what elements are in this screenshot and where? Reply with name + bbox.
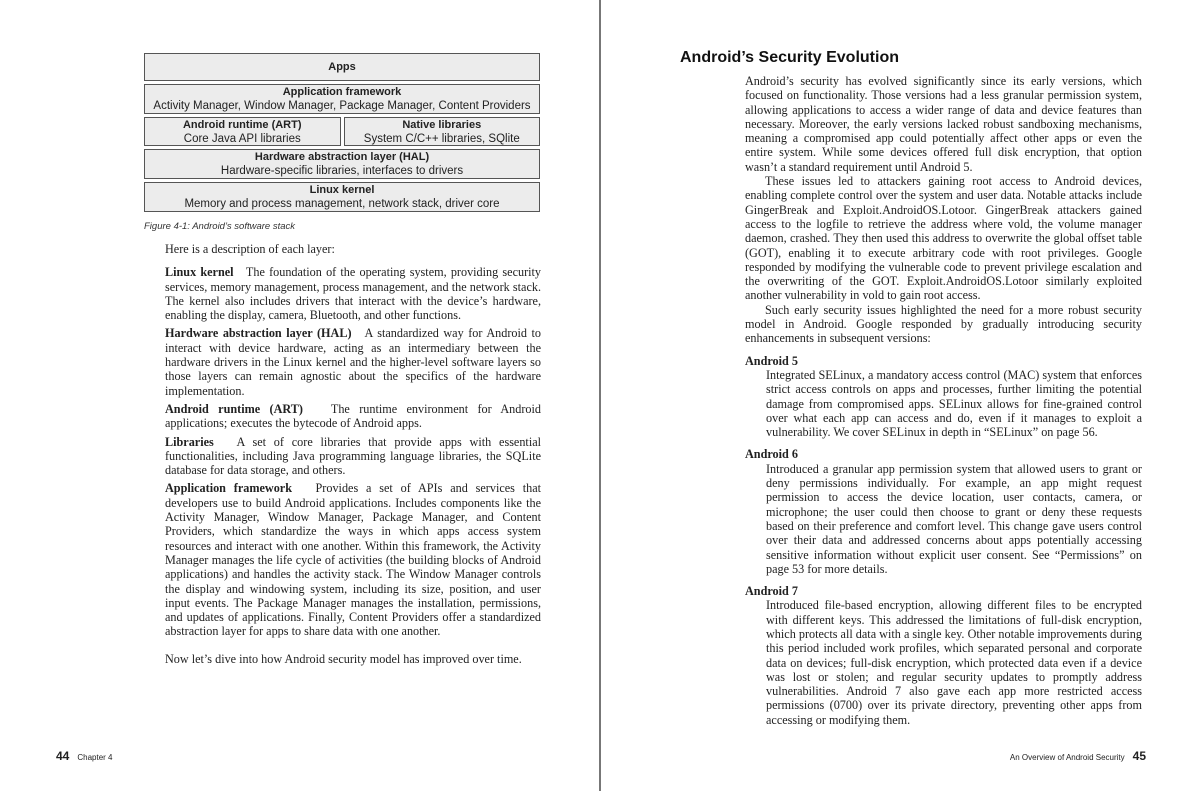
layer-native-desc: System C/C++ libraries, SQlite bbox=[363, 133, 520, 145]
layer-android-runtime bbox=[144, 117, 341, 146]
definition-term: Android runtime (ART) bbox=[165, 401, 303, 416]
layer-hal bbox=[144, 149, 540, 179]
definition-text: Provides a set of APIs and services that developers use to build Android applications. Includes components like the Activity Manager, Window Manager, Package Manager, and Content Providers, which standardize the ways in which apps access system resources and interact with one another. Within this framework, the Activity Manager manages the life cycle of activities (the building blocks of Android applications) and handles the activity stack. The Window Manager controls the display and windowing system, including its size, position, and user input events. The Package Manager manages the installation, permissions, and updates of applications. Finally, Content Providers offer a standardized abstraction layer for apps to share data with one another. bbox=[165, 481, 542, 639]
layer-kernel-title: Linux kernel bbox=[309, 184, 375, 196]
definition-item bbox=[165, 326, 541, 397]
layer-hal-desc: Hardware-specific libraries, interfaces to drivers bbox=[220, 165, 464, 177]
layer-application-framework bbox=[144, 84, 540, 114]
layer-apps bbox=[144, 53, 540, 81]
version-entry bbox=[745, 584, 1142, 727]
running-footer-left: Chapter 4 bbox=[77, 753, 113, 762]
definition-term: Application framework bbox=[165, 481, 292, 496]
security-evolution-text bbox=[745, 74, 1142, 727]
version-heading: Android 7 bbox=[745, 584, 798, 599]
body-paragraph: Android’s security has evolved significantly since its early versions, which focused on functionality. Those versions had a less granular permission system, allowing applications to access a wider range of data and device features than necessary. Moreover, the early versions lacked robust sandboxing mechanisms, meaning a compromised app could potentially affect other apps or even the entire system. While some devices offered full disk encryption, that option wasn’t a standard requirement until Android 5. bbox=[745, 74, 1142, 174]
definition-item bbox=[165, 481, 541, 638]
right-page bbox=[601, 0, 1200, 791]
layer-native-title: Native libraries bbox=[402, 119, 482, 131]
layer-hal-title: Hardware abstraction layer (HAL) bbox=[254, 151, 430, 163]
version-entry bbox=[745, 354, 1142, 440]
definition-text: A standardized way for Android to interact with device hardware, acting as an intermediary between the hardware drivers in the Linux kernel and the higher-level software layers so those layers can remain agnostic about the specifics of the hardware implementation. bbox=[165, 326, 541, 398]
body-paragraph: These issues led to attackers gaining root access to Android devices, enabling complete control over the system and user data. Notable attacks include GingerBreak and Exploit.AndroidOS.Lotoor. GingerBreak attackers gained access to the logfile to retrieve the address where vold, the volume manager daemon, crashed. They then used this address to overwrite the global offset table (GOT), enabling it to execute arbitrary code with root privileges. Google responded by modifying the vulnerable code to prevent privilege escalation and the overwriting of the GOT. Exploit.AndroidOS.Lotoor similarly exploited another vulnerability in vold to gain root access. bbox=[745, 174, 1142, 303]
layer-linux-kernel bbox=[144, 182, 540, 212]
version-entry bbox=[745, 447, 1142, 576]
layer-art-desc: Core Java API libraries bbox=[183, 133, 301, 145]
intro-paragraph: Here is a description of each layer: bbox=[165, 242, 335, 256]
figure-caption: Figure 4-1: Android’s software stack bbox=[144, 221, 296, 232]
left-footer bbox=[56, 747, 121, 765]
right-footer bbox=[1002, 747, 1146, 765]
definition-text: A set of core libraries that provide apps with essential functionalities, including Java programming language libraries, the SQLite database for data storage, and others. bbox=[165, 434, 542, 478]
version-description: Integrated SELinux, a mandatory access control (MAC) system that enforces strict access controls on apps and processes, further limiting the potential damage from compromised apps. SELinux allows for fine-grained control over what each app can access and do, even if it manages to exploit a vulnerability. We cover SELinux in depth in “SELinux” on page 56. bbox=[766, 367, 1142, 440]
version-heading: Android 6 bbox=[745, 447, 798, 462]
definition-item bbox=[165, 402, 541, 431]
definition-text: The runtime environment for Android applications; executes the bytecode of Android apps. bbox=[165, 401, 541, 431]
definition-term: Hardware abstraction layer (HAL) bbox=[165, 326, 352, 341]
closing-paragraph: Now let’s dive into how Android security model has improved over time. bbox=[165, 651, 522, 666]
layer-framework-title: Application framework bbox=[282, 86, 402, 98]
version-description: Introduced file-based encryption, allowing different files to be encrypted with different keys. This addressed the limitations of full-disk encryption, which protects all data with a single key. Other notable improvements during this period included work profiles, which separated personal and corporate data on devices; full-disk encryption, which protected data even if a device was lost or stolen; and regular security updates to promptly address vulnerabilities. Android 7 also gave each app more restricted access permissions (0700) over its private directory, preventing other apps from accessing or modifying them. bbox=[766, 598, 1142, 727]
section-heading: Android’s Security Evolution bbox=[680, 49, 899, 66]
layer-kernel-desc: Memory and process management, network stack, driver core bbox=[184, 198, 500, 210]
definition-term: Linux kernel bbox=[165, 265, 234, 280]
software-stack-diagram bbox=[144, 53, 540, 215]
version-description: Introduced a granular app permission system that allowed users to grant or deny permissions individually. For example, an app might request permission to access the device location, user contacts, camera, or microphone; the user could then choose to grant or deny these requests based on their preference and comfort level. This change gave users control over their data and addressed concerns about apps potentially accessing sensitive information without explicit user consent. See “Permissions” on page 53 for more details. bbox=[766, 461, 1142, 576]
layer-framework-desc: Activity Manager, Window Manager, Package Manager, Content Providers bbox=[153, 100, 531, 112]
left-page bbox=[0, 0, 599, 791]
layer-native-libraries bbox=[344, 117, 541, 146]
definition-text: The foundation of the operating system, providing security services, memory management, process management, and the network stack. The kernel also includes drivers that interact with the device’s hardware, enabling the display, camera, Bluetooth, and other functions. bbox=[165, 265, 541, 323]
layer-apps-title: Apps bbox=[328, 61, 356, 73]
layer-descriptions bbox=[165, 242, 541, 670]
page-number-left: 44 bbox=[56, 749, 70, 763]
definition-term: Libraries bbox=[165, 434, 214, 449]
version-heading: Android 5 bbox=[745, 353, 798, 368]
body-paragraph: Such early security issues highlighted the need for a more robust security model in Android. Google responded by gradually introducing security enhancements in subsequent versions: bbox=[745, 302, 1142, 346]
running-footer-right: An Overview of Android Security bbox=[1009, 753, 1125, 762]
definition-item bbox=[165, 435, 541, 478]
layer-art-title: Android runtime (ART) bbox=[182, 119, 302, 131]
layer-row-runtime-native bbox=[144, 117, 540, 146]
page-number-right: 45 bbox=[1132, 749, 1146, 763]
definition-item bbox=[165, 265, 541, 322]
